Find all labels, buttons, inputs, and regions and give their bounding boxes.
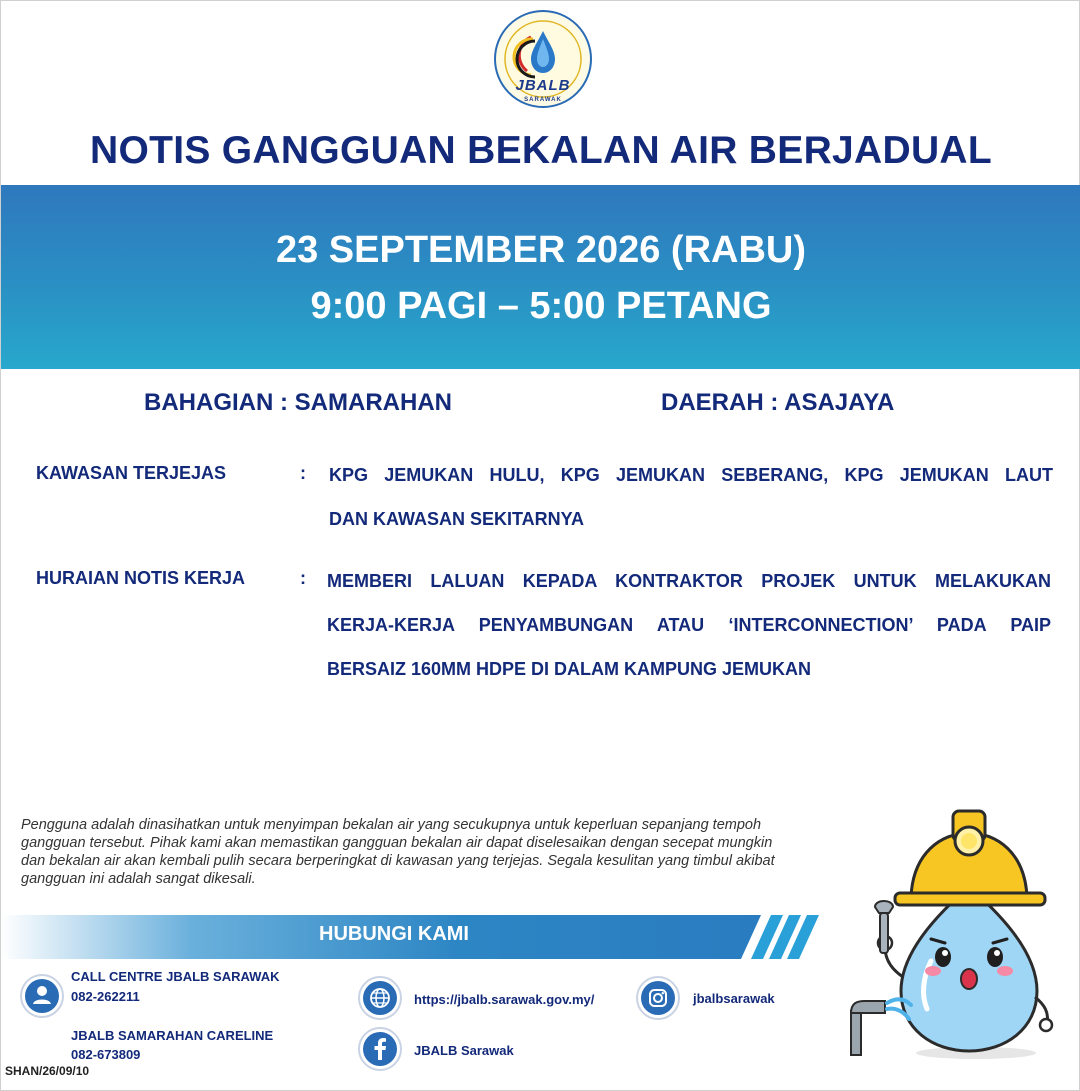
call-centre-icon-wrap (19, 973, 65, 1019)
affected-area-label: KAWASAN TERJEJAS (36, 463, 227, 483)
facebook-icon-wrap (357, 1026, 403, 1072)
page-title: NOTIS GANGGUAN BEKALAN AIR BERJADUAL (89, 129, 993, 172)
careline-label: JBALB SAMARAHAN CARELINE (71, 1028, 274, 1043)
facebook-link[interactable]: JBALB Sarawak (414, 1043, 514, 1058)
advice-paragraph: Pengguna adalah dinasihatkan untuk menyimpan bekalan air yang secukupnya untuk keperluan sepanjang tempoh gangguan tersebut. Pihak kami akan memastikan gangguan bekalan air dapat diselesaikan dengan secepat mungkin dan bekalan air akan kembali pulih secara berperingkat di kawasan yang terjejas. Segala kesulitan yang timbul akibat gangguan ini adalah sangat dikesali. (21, 817, 775, 887)
website-link[interactable]: https://jbalb.sarawak.gov.my/ (414, 992, 595, 1007)
website-icon-wrap (357, 975, 403, 1021)
affected-area-line-1: KPG JEMUKAN HULU, KPG JEMUKAN SEBERANG, KPG JEMUKAN LAUT (329, 465, 1053, 485)
globe-icon (357, 975, 403, 1021)
facebook-icon (357, 1026, 403, 1072)
instagram-handle[interactable]: jbalbsarawak (693, 991, 775, 1006)
work-description-colon: : (300, 568, 306, 588)
call-centre-label: CALL CENTRE JBALB SARAWAK (71, 969, 280, 984)
jbalb-logo (493, 9, 593, 109)
instagram-icon-wrap (635, 975, 681, 1021)
contact-title: HUBUNGI KAMI (319, 923, 469, 945)
logo-state: SARAWAK (524, 97, 562, 103)
careline-phone[interactable]: 082-673809 (71, 1047, 141, 1062)
division-label: BAHAGIAN : SAMARAHAN (144, 389, 452, 416)
person-icon (19, 973, 65, 1019)
schedule-banner (1, 185, 1080, 369)
affected-area-colon: : (300, 463, 306, 483)
schedule-date: 23 SEPTEMBER 2026 (RABU) (275, 229, 807, 271)
district-label: DAERAH : ASAJAYA (661, 389, 895, 416)
water-drop-logo-icon (493, 9, 593, 109)
instagram-icon (635, 975, 681, 1021)
work-description-label: HURAIAN NOTIS KERJA (36, 568, 246, 588)
water-drop-mascot-icon (841, 801, 1071, 1071)
call-centre-phone[interactable]: 082-262211 (71, 989, 140, 1004)
schedule-time: 9:00 PAGI – 5:00 PETANG (310, 285, 772, 327)
contact-bar (1, 911, 821, 961)
work-description-line-1: MEMBERI LALUAN KEPADA KONTRAKTOR PROJEK UNTUK MELAKUKAN (327, 571, 1051, 591)
water-drop-mascot (841, 801, 1071, 1071)
logo-name: JBALB (515, 77, 571, 94)
work-description-line-3: BERSAIZ 160MM HDPE DI DALAM KAMPUNG JEMUKAN (327, 659, 812, 679)
work-description-line-2: KERJA-KERJA PENYAMBUNGAN ATAU ‘INTERCONNECTION’ PADA PAIP (327, 615, 1051, 635)
reference-code: SHAN/26/09/10 (5, 1064, 90, 1078)
affected-area-line-2: DAN KAWASAN SEKITARNYA (329, 509, 585, 529)
